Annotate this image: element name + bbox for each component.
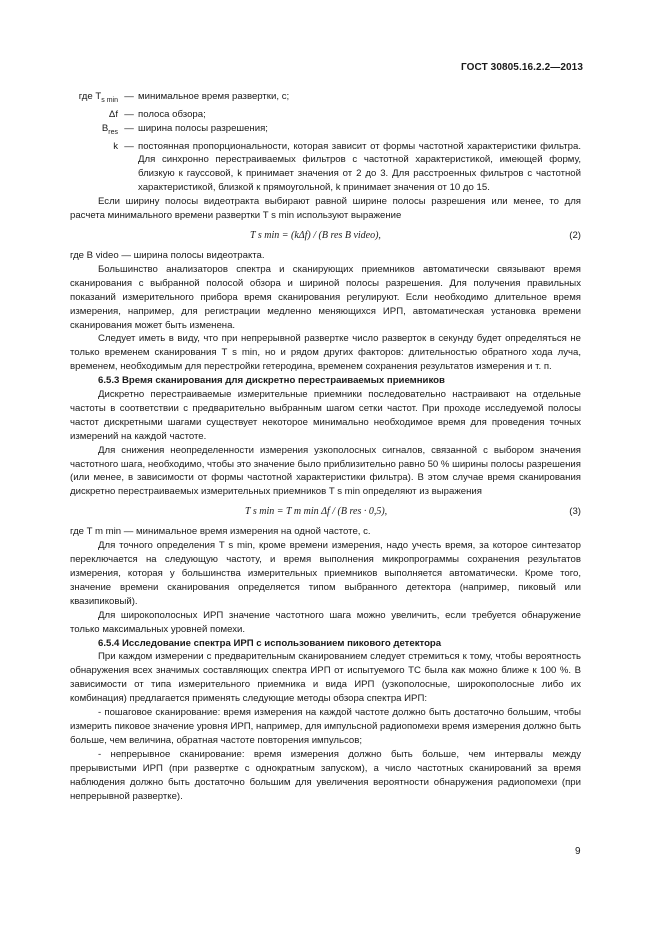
- list-item: - непрерывное сканирование: время измерения должно быть больше, чем интервалы между прерывистыми ИРП (при развертке с однократным запуском), а число частотных сканирований за время наблюдения должно быть достаточно большим для увеличения вероятности обнаружения радиопомехи (при непрерывной развертке).: [70, 748, 581, 802]
- formula-3: [70, 499, 581, 525]
- paragraph: Дискретно перестраиваемые измерительные приемники последовательно настраивают на отдельные частоты в соответствии с предварительно выбранным шагом сетки частот. При проходе исследуемой полосы частот дискретными шагами существует некоторое минимально необходимое время для проведения точных измерений на каждой частоте.: [70, 389, 581, 442]
- definitions-list: [70, 90, 581, 195]
- formula-2: [70, 223, 581, 249]
- section-heading: 6.5.3 Время сканирования для дискретно перестраиваемых приемников: [98, 375, 445, 387]
- formula-expression: T s min = T m min Δf / (B res · 0,5),: [245, 506, 388, 518]
- definition-text: минимальное время развертки, с;: [138, 91, 290, 102]
- definition-term: Δf: [108, 108, 118, 120]
- definition-row: где $T_{s min}$ — минимальное время развертки, с;: [70, 90, 581, 108]
- definition-video: где B video — ширина полосы видеотракта.: [70, 249, 265, 261]
- paragraph: Большинство анализаторов спектра и сканирующих приемников автоматически связывают время сканирования с выбранной полосой обзора и шириной полосы разрешения. Для получения правильных показаний измерительного прибора время сканирования регулируют. Если необходимо длительное время измерения, например, для регистрации медленно меняющихся ИРП, автоматическая установка времени сканирования может быть изменена.: [70, 263, 581, 331]
- page-content: [70, 90, 581, 803]
- formula-number: (3): [569, 506, 581, 518]
- paragraph: Следует иметь в виду, что при непрерывной развертке число разверток в секунду будет определяться не только временем сканирования T s min, но и рядом других факторов: длительностью обратного хода луча, временем, необходимым для перестройки гетеродина, временем сохранения результатов измерения и т. п.: [70, 333, 581, 373]
- definition-term: k: [113, 140, 118, 152]
- definition-row: Δf — полоса обзора;: [70, 108, 581, 122]
- definition-text: ширина полосы разрешения;: [138, 122, 268, 134]
- standard-header: ГОСТ 30805.16.2.2—2013: [460, 62, 583, 73]
- definition-row: $B_{res}$ — ширина полосы разрешения;: [70, 122, 581, 140]
- paragraph: Для снижения неопределенности измерения узкополосных сигналов, связанной с выбором значения частотного шага, необходимо, чтобы это значение было приблизительно равно 50 % ширины полосы разрешения (или менее, в зависимости от формы частотной характеристики фильтра). В этом случае время сканирования дискретно перестраиваемых измерительных приемников T s min определяют из выражения: [70, 444, 581, 498]
- formula-expression: T s min = (kΔf) / (B res B video),: [250, 229, 381, 241]
- definition-text: постоянная пропорциональности, которая зависит от формы частотной характеристики фильтра. Для синхронно перестраиваемых фильтров с частотной характеристикой, имеющей форму, близкую к гауссовой, k принимает значения от 2 до 3. Для расстроенных фильтров с частотной характеристикой, близкой к прямоугольной, k принимает значения от 10 до 15.: [138, 140, 581, 194]
- definition-term: где $T_{s min}$: [78, 91, 118, 104]
- definition-row: k — постоянная пропорциональности, которая зависит от формы частотной характеристики фильтра. Для синхронно перестраиваемых фильтров с частотной характеристикой, имеющей форму, близкую к гауссовой, k принимает значения от 2 до 3. Для расстроенных фильтров с частотной характеристикой, близкой к прямоугольной, k принимает значения от 10 до 15.: [70, 140, 581, 196]
- definition-term: $B_{res}$: [101, 122, 118, 136]
- definition-text: полоса обзора;: [138, 108, 206, 120]
- paragraph: Для широкополосных ИРП значение частотного шага можно увеличить, если требуется обнаружение только максимальных уровней помехи.: [70, 609, 581, 635]
- paragraph: Для точного определения T s min, кроме времени измерения, надо учесть время, за которое синтезатор переключается на следующую частоту, и время выполнения микропрограммы сохранения результатов измерения, которая у большинства измерительных приемников выполняется автоматически. Кроме того, значение времени сканирования определяется типом выбранного детектора (например, пиковый или квазипиковый).: [70, 540, 581, 607]
- list-item: - пошаговое сканирование: время измерения на каждой частоте должно быть достаточно большим, чтобы измерить пиковое значение уровня ИРП, например, для импульсной радиопомехи время измерения должно быть больше, чем величина, обратная частоте повторения импульсов;: [70, 707, 581, 746]
- paragraph: При каждом измерении с предварительным сканированием следует стремиться к тому, чтобы вероятность обнаружения всех значимых составляющих спектра ИРП от испытуемого ТС была как можно ближе к 100 %. В зависимости от типа измерительного приемника и вида ИРП (узкополосные, широкополосные либо их комбинация) предлагается применять следующие методы обзора спектра ИРП:: [70, 651, 581, 705]
- paragraph: Если ширину полосы видеотракта выбирают равной ширине полосы разрешения или менее, то для расчета минимального времени развертки T s min используют выражение: [70, 196, 581, 222]
- definition-mmin: где T m min — минимальное время измерения на одной частоте, с.: [70, 526, 371, 538]
- page-number: 9: [575, 846, 581, 857]
- formula-number: (2): [569, 229, 581, 241]
- section-heading: 6.5.4 Исследование спектра ИРП с использованием пикового детектора: [98, 637, 442, 649]
